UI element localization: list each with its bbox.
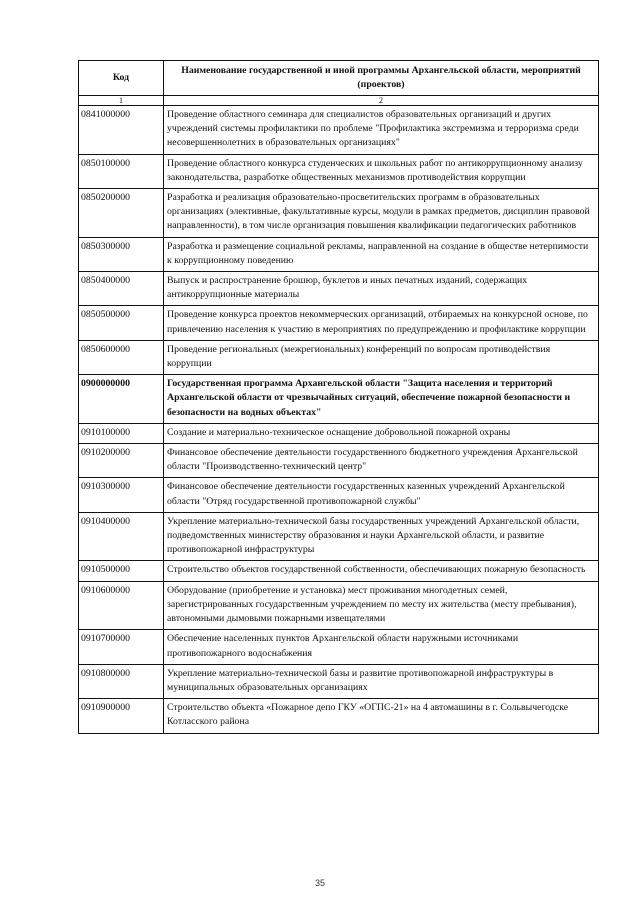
name-column-header: Наименование государственной и иной программы Архангельской области, мероприятий (проектов) [164, 61, 599, 96]
table-row [79, 154, 599, 188]
program-name-cell: Оборудование (приобретение и установка) мест проживания многодетных семей, зарегистрированных государственным учреждением по месту их жительства (месту пребывания), автономными дымовыми пожарными извещателями [164, 581, 599, 630]
column-number-row [79, 96, 599, 106]
program-name-cell: Строительство объектов государственной собственности, обеспечивающих пожарную безопасность [164, 561, 599, 581]
table-header [79, 61, 599, 106]
program-name-cell: Обеспечение населенных пунктов Архангельской области наружными источниками противопожарного водоснабжения [164, 630, 599, 664]
program-name-cell: Создание и материально-техническое оснащение добровольной пожарной охраны [164, 423, 599, 443]
table-row [79, 512, 599, 561]
program-code-cell: 0850200000 [79, 189, 164, 238]
table-row [79, 306, 599, 340]
program-name-cell: Проведение конкурса проектов некоммерческих организаций, отбираемых на конкурсной основе, по привлечению населения к участию в мероприятиях по предупреждению и профилактике коррупции [164, 306, 599, 340]
program-code-cell: 0850400000 [79, 272, 164, 306]
program-name-cell: Финансовое обеспечение деятельности государственного бюджетного учреждения Архангельской области "Производственно-технический центр" [164, 444, 599, 478]
program-code-cell: 0910500000 [79, 561, 164, 581]
program-code-cell: 0910100000 [79, 423, 164, 443]
code-column-header: Код [79, 61, 164, 96]
table-row [79, 189, 599, 238]
table-row [79, 444, 599, 478]
program-code-cell: 0850500000 [79, 306, 164, 340]
program-name-cell: Выпуск и распространение брошюр, буклетов и иных печатных изданий, содержащих антикоррупционные материалы [164, 272, 599, 306]
table-row [79, 106, 599, 155]
program-name-cell: Проведение областного семинара для специалистов образовательных организаций и других учреждений системы профилактики по проблеме "Профилактика экстремизма и терроризма среди несовершеннолетних в образовательных организациях" [164, 106, 599, 155]
program-code-table [78, 60, 599, 734]
program-name-cell: Государственная программа Архангельской области "Защита населения и территорий Архангельской области от чрезвычайных ситуаций, обеспечение пожарной безопасности и безопасности на водных объектах" [164, 375, 599, 424]
program-code-cell: 0841000000 [79, 106, 164, 155]
table-row-program-heading [79, 375, 599, 424]
program-name-cell: Строительство объекта «Пожарное депо ГКУ «ОГПС-21» на 4 автомашины в г. Сольвычегодске Котласского района [164, 699, 599, 733]
header-row [79, 61, 599, 96]
program-code-cell: 0900000000 [79, 375, 164, 424]
program-code-cell: 0850300000 [79, 237, 164, 271]
table-row [79, 630, 599, 664]
page-number: 35 [314, 878, 325, 888]
table-body [79, 106, 599, 734]
table-row [79, 561, 599, 581]
column-number-1: 1 [79, 96, 164, 106]
table-row [79, 699, 599, 733]
program-code-cell: 0910700000 [79, 630, 164, 664]
program-name-cell: Финансовое обеспечение деятельности государственных казенных учреждений Архангельской области "Отряд государственной противопожарной службы" [164, 478, 599, 512]
program-code-cell: 0910200000 [79, 444, 164, 478]
program-code-cell: 0910300000 [79, 478, 164, 512]
program-code-cell: 0850100000 [79, 154, 164, 188]
table-row [79, 581, 599, 630]
program-name-cell: Проведение региональных (межрегиональных) конференций по вопросам противодействия коррупции [164, 340, 599, 374]
program-code-cell: 0910600000 [79, 581, 164, 630]
program-code-cell: 0910400000 [79, 512, 164, 561]
table-row [79, 664, 599, 698]
program-code-cell: 0910900000 [79, 699, 164, 733]
program-name-cell: Проведение областного конкурса студенческих и школьных работ по антикоррупционному анализу законодательства, разработке общественных механизмов противодействия коррупции [164, 154, 599, 188]
table-row [79, 272, 599, 306]
table-row [79, 478, 599, 512]
table-row [79, 423, 599, 443]
program-code-cell: 0910800000 [79, 664, 164, 698]
program-name-cell: Разработка и размещение социальной рекламы, направленной на создание в обществе нетерпимости к коррупционному поведению [164, 237, 599, 271]
program-name-cell: Укрепление материально-технической базы и развитие противопожарной инфраструктуры в муниципальных образовательных организациях [164, 664, 599, 698]
program-name-cell: Разработка и реализация образовательно-просветительских программ в образовательных организациях (элективные, факультативные курсы, модули в рамках предметов, дисциплин правовой направленности), в том числе организация повышения квалификации педагогических работников [164, 189, 599, 238]
program-code-cell: 0850600000 [79, 340, 164, 374]
table-row [79, 237, 599, 271]
program-name-cell: Укрепление материально-технической базы государственных учреждений Архангельской области, подведомственных министерству образования и науки Архангельской области, и развитие противопожарной инфраструктуры [164, 512, 599, 561]
column-number-2: 2 [164, 96, 599, 106]
table-row [79, 340, 599, 374]
